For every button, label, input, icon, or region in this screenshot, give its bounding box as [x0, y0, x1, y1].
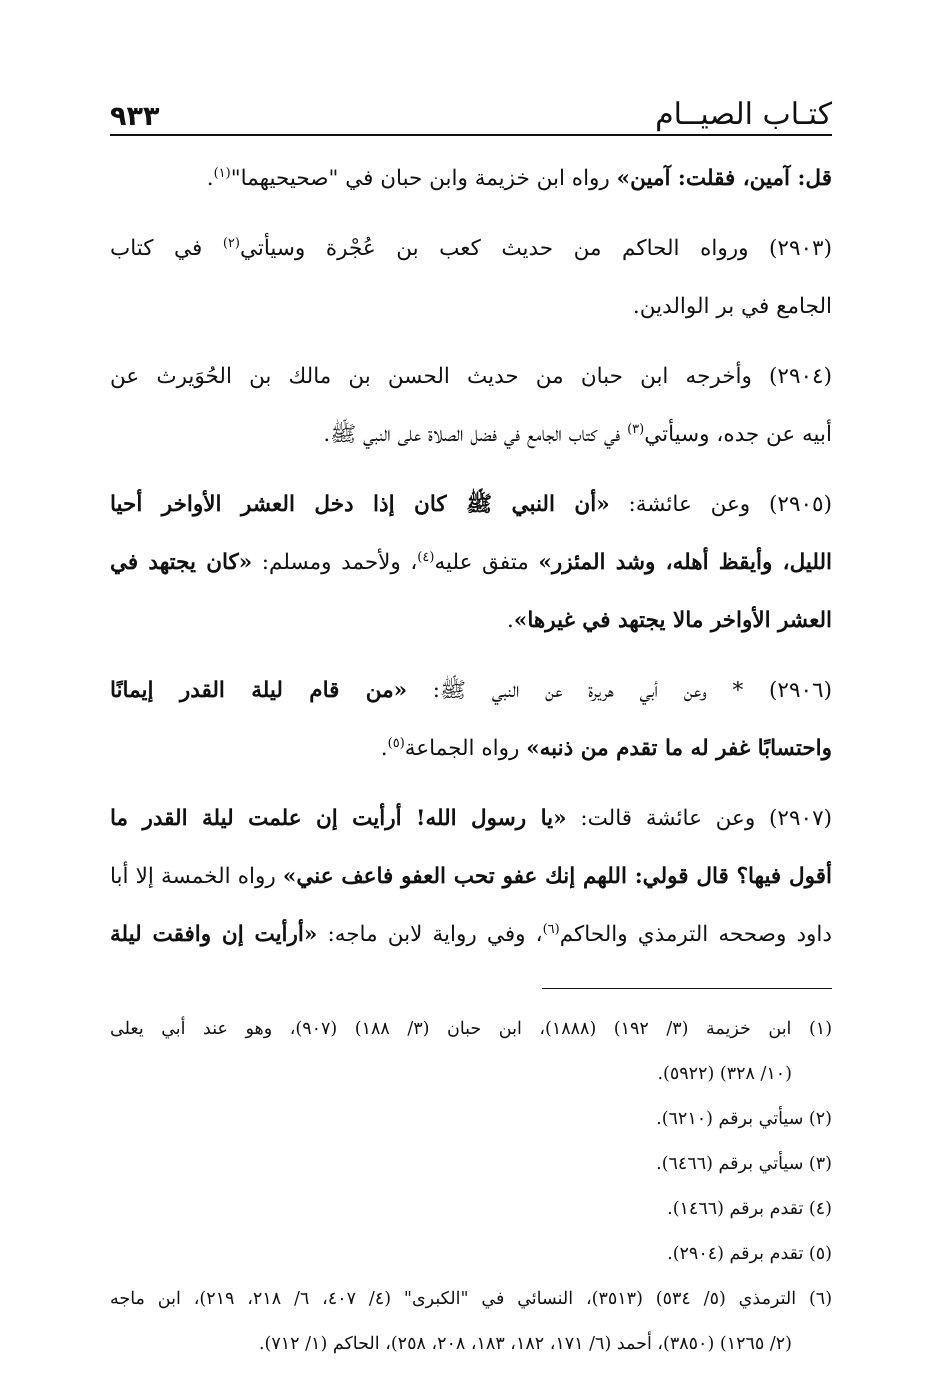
narration-text: في كتاب	[110, 236, 223, 261]
footnote-ref: (٣)	[627, 421, 645, 437]
narration-text: (٢٩٠٤) وأخرجه ابن حبان من حديث الحسن بن مالك بن الحُوَيرث عن	[110, 364, 832, 389]
footnote: (٢) سيأتي برقم (٦٢١٠).	[656, 1109, 832, 1129]
narration-text: (٢٩٠٧) وعن عائشة قالت:	[566, 806, 833, 831]
header-rule	[110, 134, 832, 136]
text-line	[110, 476, 832, 534]
narration-text: في كتاب الجامع في فضل الصلاة على النبي ﷺ.	[323, 422, 628, 447]
footnote: (١٠/ ٣٢٨) (٥٩٢٢).	[657, 1064, 792, 1084]
hadith-text: «كان يجتهد في	[110, 550, 253, 575]
narration-text: .	[507, 608, 514, 633]
narration-text: .	[206, 166, 214, 191]
narration-text: الجامع في بر الوالدين.	[632, 294, 832, 319]
text-line	[110, 662, 832, 720]
hadith-text: الليل، وأيقظ أهله، وشد المئزر»	[538, 550, 832, 575]
book-page	[110, 92, 832, 1367]
footnote-rule	[542, 988, 832, 989]
narration-text: أبيه عن جده، وسيأتي	[644, 422, 832, 447]
narration-text: .	[380, 736, 388, 761]
narration-text: (٢٩٠٣) ورواه الحاكم من حديث كعب بن عُجْرة وسيأتي	[239, 236, 832, 261]
footnote: (٢/ ١٢٦٥) (٣٨٥٠)، أحمد (٦/ ١٧١، ١٨٢، ١٨٣، ٢٠٨، ٢٥٨)، الحاكم (١/ ٧١٢).	[258, 1334, 792, 1354]
narration-text: ، ولأحمد ومسلم:	[252, 550, 418, 575]
text-line	[110, 790, 832, 848]
footnote: (٣) سيأتي برقم (٦٤٦٦).	[656, 1154, 832, 1174]
page-number: ٩٣٣	[110, 101, 160, 132]
narration-text: داود وصححه الترمذي والحاكم	[559, 922, 832, 947]
text-line	[110, 592, 832, 650]
footnote-ref: (٤)	[417, 549, 435, 565]
footnote: (٦) الترمذي (٥/ ٥٣٤) (٣٥١٣)، النسائي في "الكبرى" (٤/ ٤٠٧، ٦/ ٢١٨، ٢١٩)، ابن ماجه	[110, 1289, 833, 1309]
narration-text: ، وفي رواية لابن ماجه:	[317, 922, 543, 947]
hadith-text: العشر الأواخر مالا يجتهد في غيرها»	[513, 608, 832, 633]
hadith-text: «يا رسول الله! أرأيت إن علمت ليلة القدر ما	[110, 806, 567, 831]
text-line	[110, 348, 832, 406]
narration-text: (٢٩٠٦) * وعن أبي هريرة عن النبي ﷺ:	[407, 678, 832, 703]
text-line	[110, 150, 832, 208]
page-header	[110, 92, 832, 132]
hadith-text: «أرأيت إن وافقت ليلة	[110, 922, 318, 947]
text-line	[110, 720, 832, 778]
text-line	[110, 406, 832, 464]
hadith-text: «من قام ليلة القدر إيمانًا	[110, 678, 408, 703]
footnotes	[110, 1007, 832, 1367]
hadith-text: أقول فيها؟ قال قولي: اللهم إنك عفو تحب العفو فاعف عني»	[282, 864, 832, 889]
text-line	[110, 278, 832, 336]
narration-text: (٢٩٠٥) وعن عائشة:	[609, 492, 832, 517]
footnote-ref: (٦)	[542, 921, 560, 937]
footnote: (١) ابن خزيمة (٣/ ١٩٢) (١٨٨٨)، ابن حبان (٣/ ١٨٨) (٩٠٧)، وهو عند أبي يعلى	[110, 1019, 833, 1039]
footnote: (٤) تقدم برقم (١٤٦٦).	[667, 1199, 832, 1219]
narration-text: رواه ابن خزيمة وابن حبان في "صحيحيهما"	[230, 166, 617, 191]
text-line	[110, 220, 832, 278]
hadith-text: قل: آمين، فقلت: آمين»	[616, 166, 832, 191]
footnote: (٥) تقدم برقم (٢٩٠٤).	[667, 1244, 832, 1264]
running-title: كتـاب الصيــام	[655, 97, 832, 132]
text-line	[110, 906, 832, 964]
footnote-ref: (٢)	[222, 235, 240, 251]
footnote-ref: (١)	[213, 165, 231, 181]
narration-text: رواه الخمسة إلا أبا	[110, 864, 283, 889]
main-text	[110, 150, 832, 964]
hadith-text: واحتسابًا غفر له ما تقدم من ذنبه»	[526, 736, 832, 761]
text-line	[110, 534, 832, 592]
narration-text: رواه الجماعة	[404, 736, 527, 761]
footnote-ref: (٥)	[387, 735, 405, 751]
hadith-text: «أن النبي ﷺ كان إذا دخل العشر الأواخر أحيا	[110, 492, 610, 517]
narration-text: متفق عليه	[434, 550, 539, 575]
text-line	[110, 848, 832, 906]
